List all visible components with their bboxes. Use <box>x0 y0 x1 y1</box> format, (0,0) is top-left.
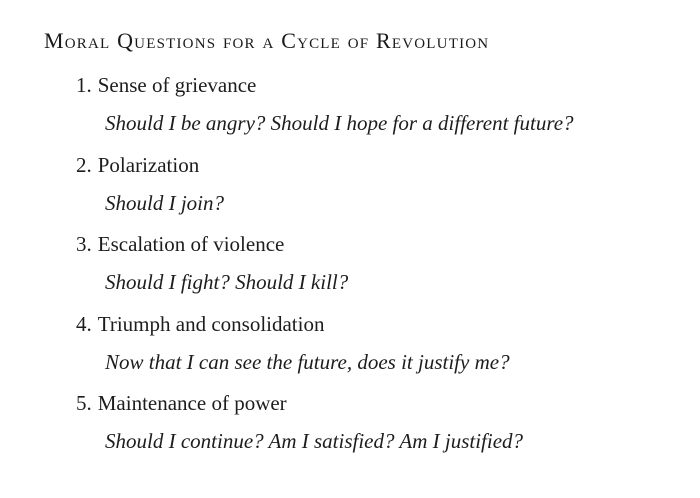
list-item <box>76 232 696 294</box>
item-heading-text: Sense of grievance <box>97 73 257 97</box>
list-item <box>76 73 696 135</box>
item-question: Should I join? <box>105 191 224 215</box>
list-item <box>76 391 696 453</box>
item-number: 4. <box>76 312 92 336</box>
list-item <box>76 312 696 374</box>
item-question: Should I fight? Should I kill? <box>105 270 349 294</box>
item-heading-text: Triumph and consolidation <box>97 312 325 336</box>
item-number: 3. <box>76 232 92 256</box>
item-heading-text: Polarization <box>97 153 200 177</box>
item-question: Now that I can see the future, does it justify me? <box>105 350 510 374</box>
item-heading <box>76 73 696 97</box>
document-title: Moral Questions for a Cycle of Revolution <box>44 28 490 53</box>
item-number: 2. <box>76 153 92 177</box>
item-heading <box>76 153 696 177</box>
item-heading-text: Escalation of violence <box>97 232 285 256</box>
item-question: Should I continue? Am I satisfied? Am I justified? <box>105 429 524 453</box>
item-heading <box>76 312 696 336</box>
item-question: Should I be angry? Should I hope for a different future? <box>105 111 574 135</box>
item-heading-text: Maintenance of power <box>97 391 287 415</box>
item-number: 5. <box>76 391 92 415</box>
item-heading <box>76 391 696 415</box>
list-item <box>76 153 696 215</box>
item-number: 1. <box>76 73 92 97</box>
item-heading <box>76 232 696 256</box>
